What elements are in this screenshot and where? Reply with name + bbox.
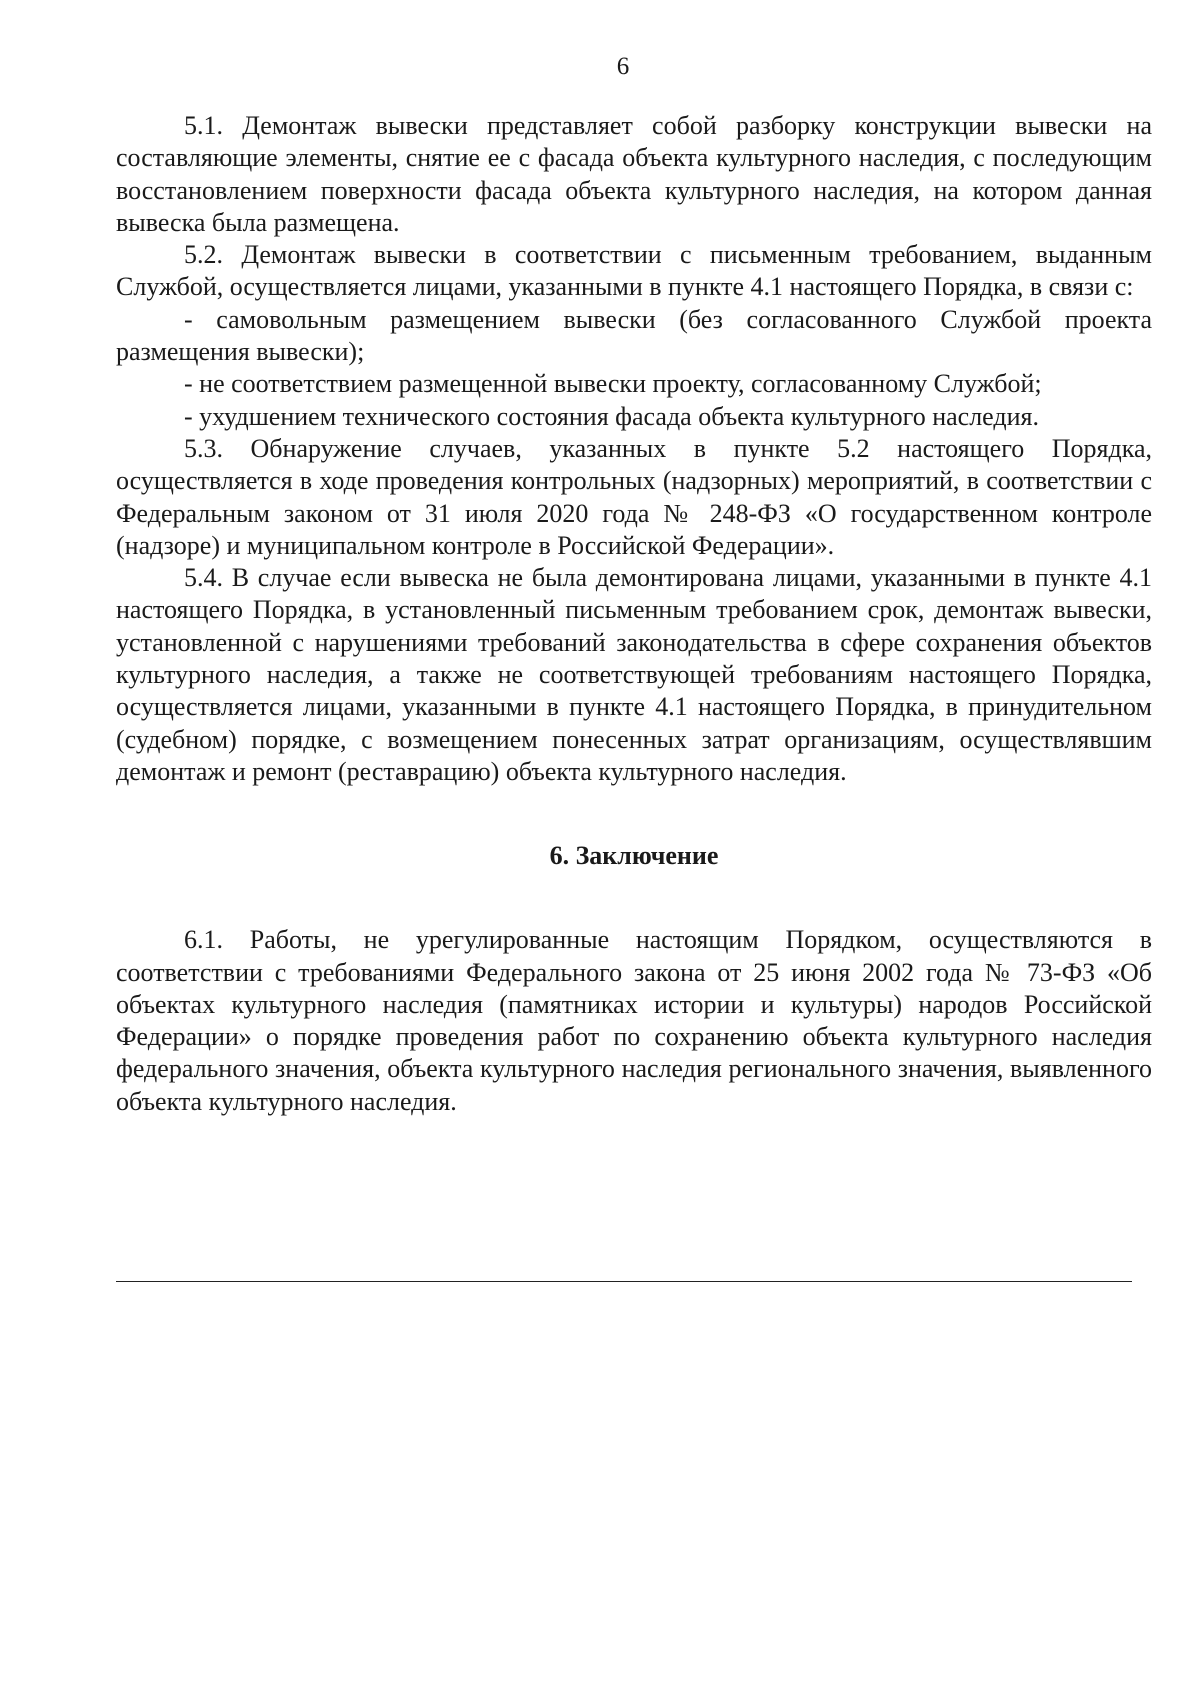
paragraph-5-4: 5.4. В случае если вывеска не была демонтирована лицами, указанными в пункте 4.1 настоящего Порядка, в установленный письменным требованием срок, демонтаж вывески, установленной с нарушениями требований законодательства в сфере сохранения объектов культурного наследия, а также не соответствующей требованиям настоящего Порядка, осуществляется лицами, указанными в пункте 4.1 настоящего Порядка, в принудительном (судебном) порядке, с возмещением понесенных затрат организациям, осуществлявшим демонтаж и ремонт (реставрацию) объекта культурного наследия. — [116, 563, 1152, 786]
list-item-facade-deterioration: - ухудшением технического состояния фасада объекта культурного наследия. — [184, 401, 1039, 431]
paragraph-5-3: 5.3. Обнаружение случаев, указанных в пункте 5.2 настоящего Порядка, осуществляется в ходе проведения контрольных (надзорных) мероприятий, в соответствии с Федеральным законом от 31 июля 2020 года № 248-ФЗ «О государственном контроле (надзоре) и муниципальном контроле в Российской Федерации». — [116, 433, 1152, 560]
paragraph-5-2: 5.2. Демонтаж вывески в соответствии с письменным требованием, выданным Службой, осуществляется лицами, указанными в пункте 4.1 настоящего Порядка, в связи с: — [116, 240, 1152, 302]
paragraph-6-1: 6.1. Работы, не урегулированные настоящим Порядком, осуществляются в соответствии с требованиями Федерального закона от 25 июня 2002 года № 73-ФЗ «Об объектах культурного наследия (памятниках истории и культуры) народов Российской Федерации» о порядке проведения работ по сохранению объекта культурного наследия федерального значения, объекта культурного наследия регионального значения, выявленного объекта культурного наследия. — [116, 925, 1152, 1116]
section-title-conclusion: 6. Заключение — [549, 841, 719, 871]
list-item-project-mismatch: - не соответствием размещенной вывески проекту, согласованному Службой; — [184, 369, 1042, 399]
page-number: 6 — [616, 53, 630, 80]
paragraph-5-1: 5.1. Демонтаж вывески представляет собой разборку конструкции вывески на составляющие элементы, снятие ее с фасада объекта культурного наследия, с последующим восстановлением поверхности фасада объекта культурного наследия, на котором данная вывеска была размещена. — [116, 111, 1152, 237]
document-body — [116, 110, 1152, 1118]
end-of-document-rule — [116, 1281, 1132, 1282]
list-item-unauthorized-placement: - самовольным размещением вывески (без согласованного Службой проекта размещения вывески); — [116, 304, 1152, 367]
